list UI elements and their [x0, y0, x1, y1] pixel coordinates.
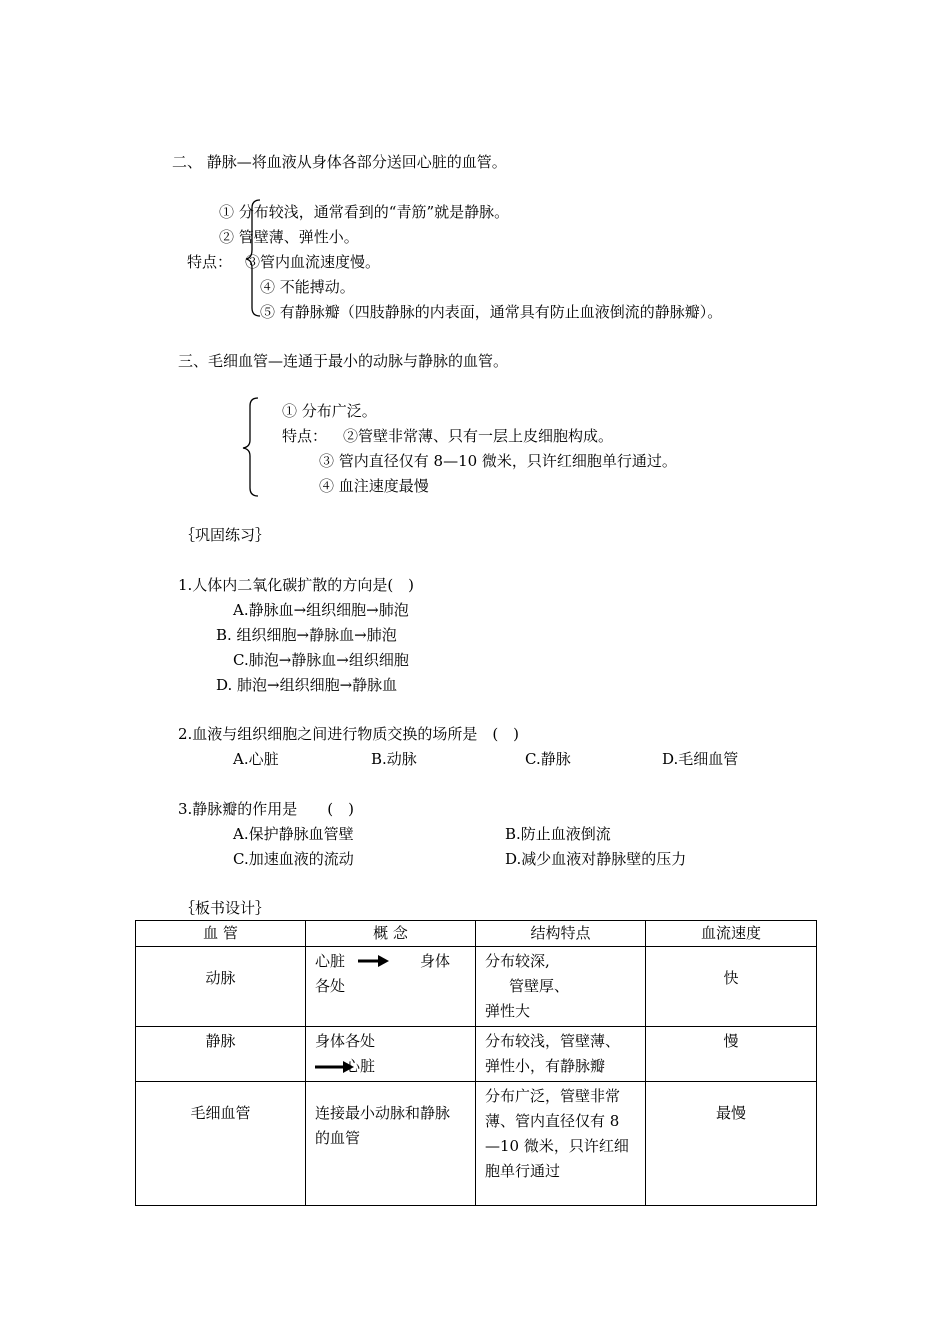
cell-vessel-capillary: 毛细血管 [136, 1082, 306, 1206]
section3-item-4: ④ 血注速度最慢 [319, 477, 429, 495]
cell-vessel-artery: 动脉 [136, 947, 306, 1027]
cell-speed-artery: 快 [646, 947, 817, 1027]
section2-item-5: ⑤ 有静脉瓣（四肢静脉的内表面，通常具有防止血液倒流的静脉瓣）。 [260, 303, 723, 321]
section2-title: 二、 静脉—将血液从身体各部分送回心脏的血管。 [172, 153, 507, 171]
section3-item-1: ① 分布广泛。 [282, 402, 377, 420]
section2-label: 特点： [187, 253, 233, 271]
concept-line: 连接最小动脉和静脉 [315, 1104, 451, 1122]
structure-line: 胞单行通过 [485, 1162, 561, 1180]
structure-line: 弹性大 [485, 1002, 531, 1020]
section3-item-3: ③ 管内直径仅有 8—10 微米，只许红细胞单行通过。 [319, 452, 677, 470]
table-row [136, 947, 817, 1027]
header-vessel: 血 管 [136, 921, 306, 947]
header-concept: 概 念 [306, 921, 476, 947]
q3-option-d: D.减少血液对静脉壁的压力 [505, 850, 687, 868]
concept-to: 身体 [420, 952, 451, 970]
q2-option-b: B.动脉 [371, 750, 417, 768]
q1-stem: 1.人体内二氧化碳扩散的方向是( ) [178, 576, 415, 594]
section2-item-4: ④ 不能搏动。 [260, 278, 355, 296]
cell-structure-capillary [476, 1082, 646, 1206]
cell-speed-capillary: 最慢 [646, 1082, 817, 1206]
structure-line: 弹性小，有静脉瓣 [485, 1057, 606, 1075]
cell-speed-vein: 慢 [646, 1027, 817, 1082]
q3-stem: 3.静脉瓣的作用是 ( ) [178, 800, 355, 818]
table-header-row [136, 921, 817, 947]
cell-structure-vein [476, 1027, 646, 1082]
cell-vessel-vein: 静脉 [136, 1027, 306, 1082]
section2-item-3: ③管内血流速度慢。 [245, 253, 381, 271]
concept-from: 心脏 [315, 952, 346, 970]
cell-concept-artery [306, 947, 476, 1027]
structure-line: 分布较浅，管壁薄、 [485, 1032, 621, 1050]
q2-option-d: D.毛细血管 [662, 750, 739, 768]
concept-to: 心脏 [345, 1057, 376, 1075]
structure-line: —10 微米，只许红细 [485, 1137, 629, 1155]
table-row [136, 1082, 817, 1206]
section3-item-2: ②管壁非常薄、只有一层上皮细胞构成。 [343, 427, 614, 445]
structure-line: 分布较深, [485, 952, 550, 970]
structure-line: 薄、管内直径仅有 8 [485, 1112, 620, 1130]
table-row [136, 1027, 817, 1082]
structure-line: 管壁厚、 [509, 977, 570, 995]
header-speed: 血流速度 [646, 921, 817, 947]
cell-concept-capillary [306, 1082, 476, 1206]
concept-from: 身体各处 [315, 1032, 376, 1050]
section2-item-2: ② 管壁薄、弹性小。 [219, 228, 359, 246]
arrow-icon [358, 954, 390, 968]
section3-label: 特点： [282, 427, 328, 445]
board-table [135, 920, 817, 1206]
q1-option-b: B. 组织细胞→静脉血→肺泡 [216, 626, 397, 644]
cell-concept-vein [306, 1027, 476, 1082]
section2-item-1: ① 分布较浅，通常看到的“青筋”就是静脉。 [219, 203, 510, 221]
q1-option-a: A.静脉血→组织细胞→肺泡 [233, 601, 409, 619]
practice-heading: ｛巩固练习｝ [180, 526, 271, 544]
q3-option-b: B.防止血液倒流 [505, 825, 611, 843]
header-structure: 结构特点 [476, 921, 646, 947]
q2-stem: 2.血液与组织细胞之间进行物质交换的场所是 ( ) [178, 725, 520, 743]
section3-title: 三、毛细血管—连通于最小的动脉与静脉的血管。 [178, 352, 509, 370]
section3-brace [240, 396, 262, 500]
structure-line: 分布广泛，管壁非常 [485, 1087, 621, 1105]
q2-option-a: A.心脏 [233, 750, 279, 768]
q3-option-c: C.加速血液的流动 [233, 850, 354, 868]
concept-line: 的血管 [315, 1129, 361, 1147]
q1-option-d: D. 肺泡→组织细胞→静脉血 [216, 676, 398, 694]
q1-option-c: C.肺泡→静脉血→组织细胞 [233, 651, 409, 669]
cell-structure-artery [476, 947, 646, 1027]
q2-option-c: C.静脉 [525, 750, 571, 768]
q3-option-a: A.保护静脉血管壁 [233, 825, 354, 843]
concept-to-continued: 各处 [315, 977, 346, 995]
board-heading: ｛板书设计｝ [180, 899, 271, 917]
